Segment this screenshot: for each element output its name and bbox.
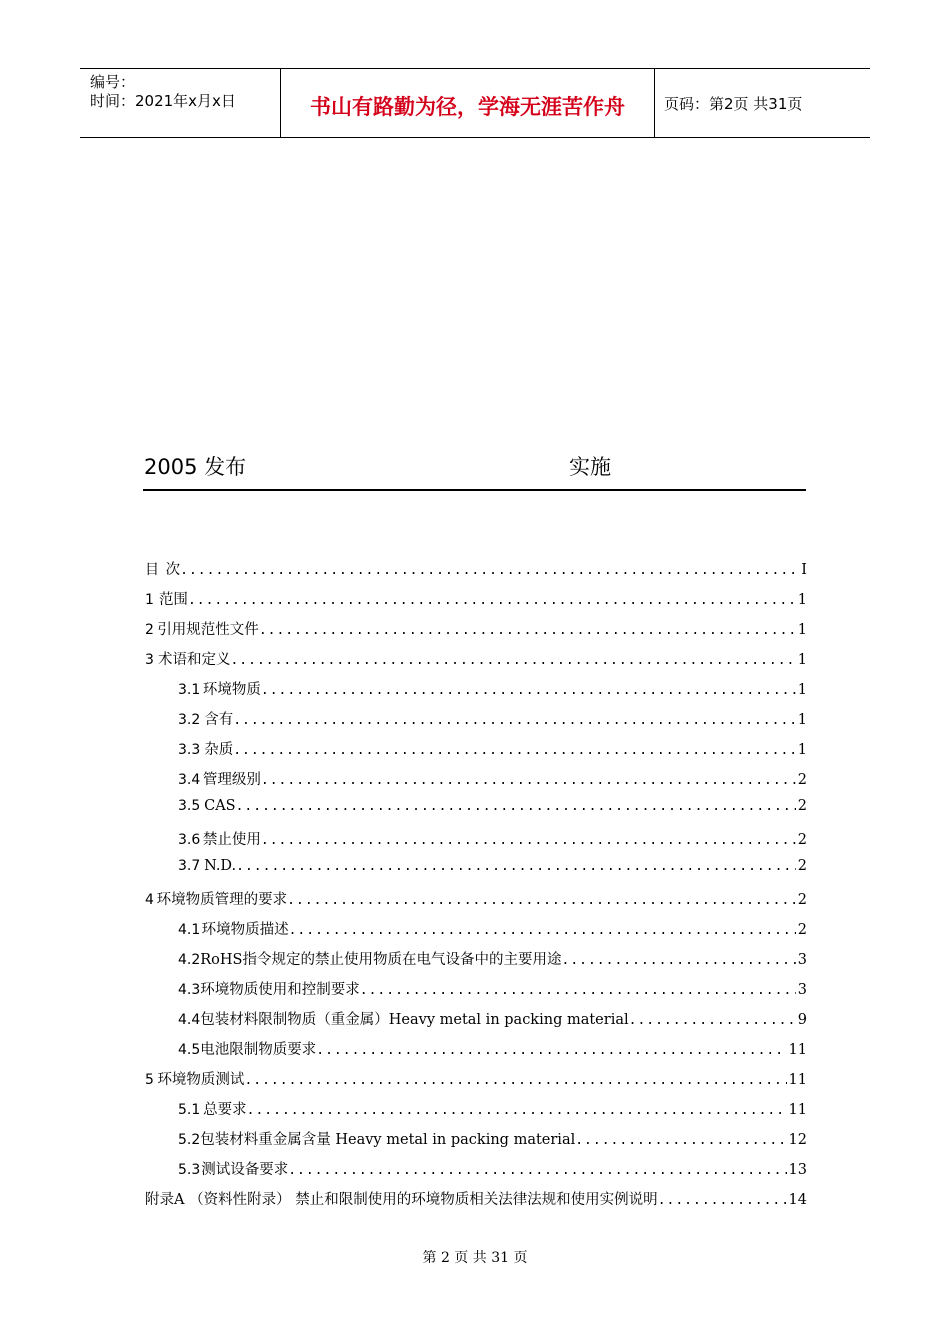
toc-entry[interactable] <box>145 888 807 918</box>
header-page-cell <box>654 69 870 137</box>
toc-entry[interactable] <box>145 708 807 738</box>
toc-entry-page: 2 <box>797 798 807 814</box>
header-page-info: 页码：第2页 共31页 <box>664 95 803 113</box>
toc-entry-page: 1 <box>797 652 807 668</box>
toc-entry-number: 3.5 <box>178 798 201 814</box>
toc-leader-dots <box>233 743 796 758</box>
toc-entry-title: N.D. <box>204 858 237 874</box>
document-header <box>80 68 870 138</box>
toc-entry-title: 环境物质管理的要求 <box>156 892 288 908</box>
toc-leader-dots <box>247 1103 787 1118</box>
toc-leader-dots <box>287 893 796 908</box>
toc-entry-number: 4 <box>145 892 154 908</box>
toc-entry-number: 2 <box>145 622 154 638</box>
header-meta-cell <box>80 69 280 137</box>
toc-entry-number: 3.4 <box>178 772 201 788</box>
toc-leader-dots <box>230 653 795 668</box>
toc-entry-title: 环境物质 <box>202 682 261 698</box>
toc-leader-dots <box>244 1073 786 1088</box>
toc-entry-number: 3.7 <box>178 858 201 874</box>
toc-entry-page: 1 <box>797 592 807 608</box>
toc-entry[interactable] <box>145 1188 807 1218</box>
toc-entry-number: 3.2 <box>178 712 201 728</box>
page-footer: 第 2 页 共 31 页 <box>422 1250 528 1266</box>
toc-entry-title: 杂质 <box>204 742 234 758</box>
toc-entry-page: 1 <box>797 712 807 728</box>
toc-entry-title: 管理级别 <box>202 772 261 788</box>
toc-entry-title: 含有 <box>204 712 234 728</box>
toc-entry-title: 测试设备要求 <box>201 1162 289 1178</box>
toc-entry-number: 3.6 <box>178 832 201 848</box>
toc-entry[interactable] <box>145 618 807 648</box>
toc-entry-page: 2 <box>797 922 807 938</box>
toc-entry-number: 4.5 <box>178 1042 201 1058</box>
table-of-contents <box>145 558 807 1218</box>
toc-entry-page: 9 <box>797 1012 807 1028</box>
toc-entry-page: 2 <box>797 832 807 848</box>
toc-leader-dots <box>236 799 796 814</box>
toc-leader-dots <box>316 1043 786 1058</box>
toc-entry-page: 2 <box>797 858 807 874</box>
toc-entry-page: 14 <box>788 1192 807 1208</box>
toc-leader-dots <box>261 773 796 788</box>
toc-entry-page: 3 <box>797 952 807 968</box>
toc-leader-dots <box>261 683 796 698</box>
toc-entry[interactable] <box>145 648 807 678</box>
toc-entry[interactable] <box>145 1158 807 1188</box>
toc-entry-number: 4.2 <box>178 952 201 968</box>
toc-entry[interactable] <box>145 738 807 768</box>
toc-leader-dots <box>288 1163 786 1178</box>
toc-entry-page: 2 <box>797 892 807 908</box>
toc-entry-page: 12 <box>788 1132 807 1148</box>
toc-entry-number: 4.3 <box>178 982 201 998</box>
toc-entry-page: 1 <box>797 682 807 698</box>
toc-entry-page: 11 <box>788 1102 807 1118</box>
toc-entry-number: 3.1 <box>178 682 201 698</box>
date-label: 时间：2021年x月x日 <box>90 92 236 110</box>
toc-entry-number: 5 <box>145 1072 154 1088</box>
toc-entry[interactable] <box>145 768 807 798</box>
toc-entry-page: 1 <box>797 742 807 758</box>
toc-entry[interactable] <box>145 1038 807 1068</box>
toc-entry[interactable] <box>145 978 807 1008</box>
header-motto-cell <box>280 69 655 137</box>
toc-entry-number: 1 <box>145 592 154 608</box>
toc-entry-number: 5.2 <box>178 1132 201 1148</box>
toc-entry[interactable] <box>145 1098 807 1128</box>
toc-entry[interactable] <box>145 858 807 888</box>
toc-entry-page: I <box>801 562 807 578</box>
toc-entry[interactable] <box>145 588 807 618</box>
toc-leader-dots <box>289 923 796 938</box>
toc-entry-page: 1 <box>797 622 807 638</box>
toc-entry-number: 5.3 <box>178 1162 201 1178</box>
toc-entry-title: 电池限制物质要求 <box>200 1042 317 1058</box>
toc-entry[interactable] <box>145 798 807 828</box>
toc-entry[interactable] <box>145 1128 807 1158</box>
toc-leader-dots <box>261 833 796 848</box>
toc-entry[interactable] <box>145 558 807 588</box>
toc-entry-title: 次 <box>165 562 181 578</box>
release-label: 2005 发布 <box>144 455 247 479</box>
toc-entry-title: 附录A （资料性附录） 禁止和限制使用的环境物质相关法律法规和使用实例说明 <box>145 1192 658 1208</box>
toc-leader-dots <box>188 593 796 608</box>
toc-entry-title: RoHS指令规定的禁止使用物质在电气设备中的主要用途 <box>200 952 562 968</box>
toc-entry[interactable] <box>145 948 807 978</box>
toc-entry-title: 禁止使用 <box>202 832 261 848</box>
toc-entry[interactable] <box>145 1008 807 1038</box>
toc-entry-title: CAS <box>204 798 236 814</box>
toc-leader-dots <box>658 1193 787 1208</box>
serial-label: 编号： <box>90 73 136 91</box>
toc-entry-number: 目 <box>145 562 159 578</box>
toc-entry-title: 包装材料重金属含量 Heavy metal in packing material <box>200 1132 576 1148</box>
toc-leader-dots <box>360 983 796 998</box>
toc-entry-number: 4.4 <box>178 1012 201 1028</box>
toc-entry-title: 引用规范性文件 <box>157 622 259 638</box>
toc-entry-title: 总要求 <box>203 1102 247 1118</box>
header-motto: 书山有路勤为径，学海无涯苦作舟 <box>310 95 625 119</box>
toc-leader-dots <box>575 1133 786 1148</box>
toc-leader-dots <box>180 563 799 578</box>
toc-entry-number: 5.1 <box>178 1102 201 1118</box>
toc-entry-number: 3 <box>145 652 154 668</box>
toc-leader-dots <box>629 1013 796 1028</box>
toc-entry-title: 环境物质描述 <box>201 922 289 938</box>
toc-entry[interactable] <box>145 828 807 858</box>
toc-entry-number: 4.1 <box>178 922 201 938</box>
toc-entry[interactable] <box>145 918 807 948</box>
toc-entry[interactable] <box>145 1068 807 1098</box>
toc-leader-dots <box>259 623 796 638</box>
toc-entry-title: 环境物质测试 <box>157 1072 245 1088</box>
toc-entry-title: 范围 <box>158 592 188 608</box>
toc-entry-title: 包装材料限制物质（重金属）Heavy metal in packing material <box>200 1012 629 1028</box>
divider-rule <box>143 489 806 491</box>
toc-leader-dots <box>236 859 796 874</box>
toc-leader-dots <box>562 953 796 968</box>
toc-entry-page: 11 <box>788 1072 807 1088</box>
toc-entry-page: 11 <box>788 1042 807 1058</box>
implement-label: 实施 <box>569 455 611 479</box>
toc-entry-page: 2 <box>797 772 807 788</box>
toc-entry-page: 13 <box>788 1162 807 1178</box>
toc-entry-number: 3.3 <box>178 742 201 758</box>
toc-entry-page: 3 <box>797 982 807 998</box>
toc-entry-title: 术语和定义 <box>157 652 231 668</box>
toc-leader-dots <box>233 713 796 728</box>
toc-entry-title: 环境物质使用和控制要求 <box>200 982 360 998</box>
toc-entry[interactable] <box>145 678 807 708</box>
